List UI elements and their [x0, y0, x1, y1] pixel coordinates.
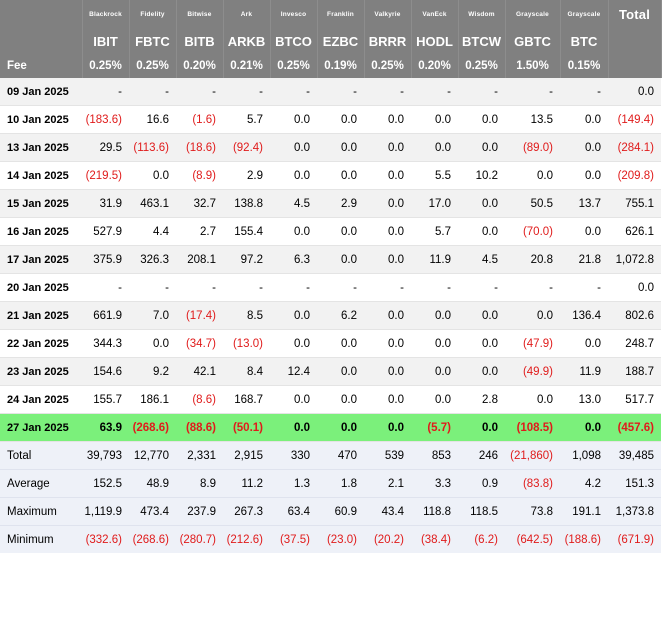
summary-label: Minimum [0, 526, 82, 554]
row-date: 10 Jan 2025 [0, 106, 82, 134]
header-brand-btcw: Wisdom [458, 0, 505, 28]
cell-ezbc: - [317, 274, 364, 302]
summary-cell-brrr: 2.1 [364, 470, 411, 498]
row-date: 23 Jan 2025 [0, 358, 82, 386]
cell-btcw: - [458, 78, 505, 106]
summary-row-total [0, 442, 661, 470]
header-brand-brrr: Valkyrie [364, 0, 411, 28]
cell-btcw: 0.0 [458, 414, 505, 442]
cell-arkb: 2.9 [223, 162, 270, 190]
table-row [0, 78, 661, 106]
cell-arkb: 8.4 [223, 358, 270, 386]
cell-btco: 0.0 [270, 386, 317, 414]
table-row [0, 414, 661, 442]
summary-cell-hodl: 118.8 [411, 498, 458, 526]
header-fee-gbtc: 1.50% [505, 54, 560, 78]
summary-cell-ezbc: 60.9 [317, 498, 364, 526]
cell-bitb: - [176, 274, 223, 302]
cell-btc: 13.7 [560, 190, 608, 218]
header-fee-label: Fee [0, 54, 82, 78]
cell-ezbc: - [317, 78, 364, 106]
cell-total: (284.1) [608, 134, 661, 162]
cell-hodl: 0.0 [411, 134, 458, 162]
cell-ibit: 527.9 [82, 218, 129, 246]
cell-bitb: - [176, 78, 223, 106]
header-brand-ezbc: Franklin [317, 0, 364, 28]
cell-ibit: 155.7 [82, 386, 129, 414]
table-row [0, 134, 661, 162]
cell-bitb: 42.1 [176, 358, 223, 386]
summary-cell-btcw: 118.5 [458, 498, 505, 526]
summary-label: Total [0, 442, 82, 470]
summary-cell-gbtc: 73.8 [505, 498, 560, 526]
cell-gbtc: 0.0 [505, 386, 560, 414]
cell-gbtc: (47.9) [505, 330, 560, 358]
row-date: 13 Jan 2025 [0, 134, 82, 162]
cell-btco: 4.5 [270, 190, 317, 218]
header-fee-fbtc: 0.25% [129, 54, 176, 78]
summary-cell-btcw: 0.9 [458, 470, 505, 498]
cell-brrr: - [364, 274, 411, 302]
summary-cell-total: 39,485 [608, 442, 661, 470]
cell-gbtc: (49.9) [505, 358, 560, 386]
cell-total: 188.7 [608, 358, 661, 386]
summary-cell-arkb: 2,915 [223, 442, 270, 470]
summary-cell-total: (671.9) [608, 526, 661, 554]
summary-cell-btc: (188.6) [560, 526, 608, 554]
cell-ibit: (219.5) [82, 162, 129, 190]
row-date: 24 Jan 2025 [0, 386, 82, 414]
cell-fbtc: 4.4 [129, 218, 176, 246]
cell-btc: 21.8 [560, 246, 608, 274]
cell-btcw: 4.5 [458, 246, 505, 274]
cell-ibit: 31.9 [82, 190, 129, 218]
cell-ibit: 661.9 [82, 302, 129, 330]
cell-brrr: 0.0 [364, 386, 411, 414]
cell-gbtc: (70.0) [505, 218, 560, 246]
cell-total: 0.0 [608, 78, 661, 106]
cell-btco: - [270, 274, 317, 302]
cell-brrr: 0.0 [364, 330, 411, 358]
cell-hodl: 11.9 [411, 246, 458, 274]
header-total-blank [608, 28, 661, 54]
summary-cell-hodl: 853 [411, 442, 458, 470]
cell-btc: 0.0 [560, 106, 608, 134]
cell-arkb: (13.0) [223, 330, 270, 358]
cell-btco: 0.0 [270, 162, 317, 190]
header-ticker-btcw: BTCW [458, 28, 505, 54]
cell-fbtc: 186.1 [129, 386, 176, 414]
summary-cell-gbtc: (21,860) [505, 442, 560, 470]
cell-ibit: 375.9 [82, 246, 129, 274]
cell-btco: 6.3 [270, 246, 317, 274]
cell-hodl: - [411, 78, 458, 106]
table-row [0, 190, 661, 218]
header-row-ticker [0, 28, 661, 54]
summary-cell-fbtc: 48.9 [129, 470, 176, 498]
header-brand-ibit: Blackrock [82, 0, 129, 28]
cell-hodl: - [411, 274, 458, 302]
cell-ezbc: 0.0 [317, 106, 364, 134]
cell-btcw: 0.0 [458, 358, 505, 386]
cell-bitb: (8.6) [176, 386, 223, 414]
cell-bitb: (88.6) [176, 414, 223, 442]
cell-total: 626.1 [608, 218, 661, 246]
cell-fbtc: - [129, 274, 176, 302]
header-fee-ezbc: 0.19% [317, 54, 364, 78]
summary-cell-ibit: 39,793 [82, 442, 129, 470]
summary-cell-btc: 4.2 [560, 470, 608, 498]
cell-ibit: 154.6 [82, 358, 129, 386]
cell-btc: - [560, 274, 608, 302]
header-row-fee [0, 54, 661, 78]
table-row [0, 302, 661, 330]
summary-cell-fbtc: 12,770 [129, 442, 176, 470]
cell-bitb: (34.7) [176, 330, 223, 358]
header-total-label: Total [608, 0, 661, 28]
header-corner-2 [0, 28, 82, 54]
summary-cell-total: 151.3 [608, 470, 661, 498]
cell-total: 0.0 [608, 274, 661, 302]
cell-btcw: 0.0 [458, 134, 505, 162]
summary-cell-bitb: 2,331 [176, 442, 223, 470]
cell-ezbc: 0.0 [317, 162, 364, 190]
cell-ezbc: 0.0 [317, 134, 364, 162]
cell-btc: 0.0 [560, 330, 608, 358]
header-fee-hodl: 0.20% [411, 54, 458, 78]
cell-hodl: 0.0 [411, 302, 458, 330]
cell-btco: 0.0 [270, 302, 317, 330]
header-fee-btcw: 0.25% [458, 54, 505, 78]
row-date: 16 Jan 2025 [0, 218, 82, 246]
cell-btcw: 0.0 [458, 330, 505, 358]
header-ticker-arkb: ARKB [223, 28, 270, 54]
summary-cell-gbtc: (83.8) [505, 470, 560, 498]
cell-ezbc: 0.0 [317, 330, 364, 358]
cell-gbtc: - [505, 78, 560, 106]
summary-cell-brrr: 539 [364, 442, 411, 470]
cell-hodl: 5.5 [411, 162, 458, 190]
summary-cell-brrr: 43.4 [364, 498, 411, 526]
cell-fbtc: 16.6 [129, 106, 176, 134]
cell-bitb: (17.4) [176, 302, 223, 330]
summary-cell-btcw: (6.2) [458, 526, 505, 554]
cell-bitb: 208.1 [176, 246, 223, 274]
header-fee-arkb: 0.21% [223, 54, 270, 78]
header-ticker-bitb: BITB [176, 28, 223, 54]
cell-ibit: - [82, 78, 129, 106]
summary-cell-hodl: (38.4) [411, 526, 458, 554]
summary-cell-hodl: 3.3 [411, 470, 458, 498]
header-corner [0, 0, 82, 28]
summary-label: Maximum [0, 498, 82, 526]
cell-btco: 0.0 [270, 414, 317, 442]
header-brand-arkb: Ark [223, 0, 270, 28]
cell-hodl: 0.0 [411, 106, 458, 134]
cell-hodl: 0.0 [411, 330, 458, 358]
summary-cell-total: 1,373.8 [608, 498, 661, 526]
summary-cell-btco: 330 [270, 442, 317, 470]
cell-gbtc: 0.0 [505, 302, 560, 330]
summary-cell-bitb: 8.9 [176, 470, 223, 498]
cell-hodl: 0.0 [411, 386, 458, 414]
summary-cell-arkb: 11.2 [223, 470, 270, 498]
cell-brrr: 0.0 [364, 106, 411, 134]
cell-btcw: 2.8 [458, 386, 505, 414]
cell-fbtc: 326.3 [129, 246, 176, 274]
cell-btco: 0.0 [270, 330, 317, 358]
cell-arkb: 155.4 [223, 218, 270, 246]
summary-cell-brrr: (20.2) [364, 526, 411, 554]
row-date: 15 Jan 2025 [0, 190, 82, 218]
cell-btc: 0.0 [560, 162, 608, 190]
row-date: 17 Jan 2025 [0, 246, 82, 274]
summary-cell-arkb: (212.6) [223, 526, 270, 554]
cell-btco: 0.0 [270, 134, 317, 162]
header-brand-bitb: Bitwise [176, 0, 223, 28]
cell-brrr: 0.0 [364, 414, 411, 442]
cell-hodl: 17.0 [411, 190, 458, 218]
summary-cell-ibit: 1,119.9 [82, 498, 129, 526]
row-date: 14 Jan 2025 [0, 162, 82, 190]
header-fee-brrr: 0.25% [364, 54, 411, 78]
cell-gbtc: 50.5 [505, 190, 560, 218]
cell-btco: 0.0 [270, 218, 317, 246]
row-date: 27 Jan 2025 [0, 414, 82, 442]
row-date: 09 Jan 2025 [0, 78, 82, 106]
cell-total: 755.1 [608, 190, 661, 218]
summary-label: Average [0, 470, 82, 498]
cell-hodl: 0.0 [411, 358, 458, 386]
table-summary [0, 442, 661, 554]
cell-btco: 0.0 [270, 106, 317, 134]
header-ticker-fbtc: FBTC [129, 28, 176, 54]
cell-bitb: (1.6) [176, 106, 223, 134]
cell-btc: - [560, 78, 608, 106]
row-date: 20 Jan 2025 [0, 274, 82, 302]
header-brand-btc: Grayscale [560, 0, 608, 28]
cell-btc: 13.0 [560, 386, 608, 414]
summary-cell-btco: 63.4 [270, 498, 317, 526]
row-date: 21 Jan 2025 [0, 302, 82, 330]
cell-ibit: 63.9 [82, 414, 129, 442]
cell-ezbc: 0.0 [317, 414, 364, 442]
cell-fbtc: 7.0 [129, 302, 176, 330]
cell-total: (149.4) [608, 106, 661, 134]
table-body [0, 78, 661, 442]
header-fee-bitb: 0.20% [176, 54, 223, 78]
header-ticker-btco: BTCO [270, 28, 317, 54]
cell-ibit: 29.5 [82, 134, 129, 162]
cell-gbtc: - [505, 274, 560, 302]
cell-brrr: 0.0 [364, 190, 411, 218]
summary-cell-ibit: (332.6) [82, 526, 129, 554]
cell-gbtc: 20.8 [505, 246, 560, 274]
cell-arkb: 97.2 [223, 246, 270, 274]
cell-brrr: 0.0 [364, 358, 411, 386]
header-ticker-hodl: HODL [411, 28, 458, 54]
summary-row-minimum [0, 526, 661, 554]
summary-cell-arkb: 267.3 [223, 498, 270, 526]
cell-arkb: 8.5 [223, 302, 270, 330]
cell-bitb: 2.7 [176, 218, 223, 246]
cell-ibit: (183.6) [82, 106, 129, 134]
cell-btc: 136.4 [560, 302, 608, 330]
cell-arkb: 5.7 [223, 106, 270, 134]
cell-fbtc: (268.6) [129, 414, 176, 442]
summary-cell-btc: 191.1 [560, 498, 608, 526]
cell-total: 1,072.8 [608, 246, 661, 274]
cell-btcw: 0.0 [458, 302, 505, 330]
summary-cell-btc: 1,098 [560, 442, 608, 470]
table-row [0, 106, 661, 134]
cell-fbtc: - [129, 78, 176, 106]
cell-total: (457.6) [608, 414, 661, 442]
cell-gbtc: (89.0) [505, 134, 560, 162]
cell-ezbc: 0.0 [317, 218, 364, 246]
cell-bitb: (8.9) [176, 162, 223, 190]
cell-btc: 0.0 [560, 134, 608, 162]
cell-ezbc: 6.2 [317, 302, 364, 330]
cell-gbtc: 0.0 [505, 162, 560, 190]
cell-bitb: 32.7 [176, 190, 223, 218]
cell-ibit: 344.3 [82, 330, 129, 358]
summary-row-average [0, 470, 661, 498]
cell-gbtc: 13.5 [505, 106, 560, 134]
header-ticker-ezbc: EZBC [317, 28, 364, 54]
table-row [0, 274, 661, 302]
cell-ezbc: 2.9 [317, 190, 364, 218]
header-ticker-brrr: BRRR [364, 28, 411, 54]
cell-ezbc: 0.0 [317, 358, 364, 386]
cell-arkb: 138.8 [223, 190, 270, 218]
cell-btcw: - [458, 274, 505, 302]
header-fee-btc: 0.15% [560, 54, 608, 78]
table-row [0, 246, 661, 274]
cell-brrr: - [364, 78, 411, 106]
summary-cell-ezbc: (23.0) [317, 526, 364, 554]
summary-cell-btco: (37.5) [270, 526, 317, 554]
cell-btc: 0.0 [560, 218, 608, 246]
cell-hodl: (5.7) [411, 414, 458, 442]
summary-cell-bitb: 237.9 [176, 498, 223, 526]
summary-row-maximum [0, 498, 661, 526]
table-row [0, 386, 661, 414]
cell-ibit: - [82, 274, 129, 302]
cell-bitb: (18.6) [176, 134, 223, 162]
cell-fbtc: (113.6) [129, 134, 176, 162]
cell-fbtc: 0.0 [129, 330, 176, 358]
summary-cell-fbtc: 473.4 [129, 498, 176, 526]
cell-total: 248.7 [608, 330, 661, 358]
cell-arkb: - [223, 78, 270, 106]
summary-cell-gbtc: (642.5) [505, 526, 560, 554]
cell-btco: 12.4 [270, 358, 317, 386]
cell-btc: 0.0 [560, 414, 608, 442]
cell-brrr: 0.0 [364, 246, 411, 274]
row-date: 22 Jan 2025 [0, 330, 82, 358]
cell-btcw: 0.0 [458, 106, 505, 134]
header-ticker-ibit: IBIT [82, 28, 129, 54]
cell-btcw: 0.0 [458, 190, 505, 218]
header-brand-fbtc: Fidelity [129, 0, 176, 28]
summary-cell-ezbc: 1.8 [317, 470, 364, 498]
cell-fbtc: 0.0 [129, 162, 176, 190]
cell-brrr: 0.0 [364, 302, 411, 330]
header-row-brand [0, 0, 661, 28]
cell-btcw: 0.0 [458, 218, 505, 246]
header-ticker-btc: BTC [560, 28, 608, 54]
cell-total: (209.8) [608, 162, 661, 190]
cell-brrr: 0.0 [364, 162, 411, 190]
cell-hodl: 5.7 [411, 218, 458, 246]
header-fee-ibit: 0.25% [82, 54, 129, 78]
cell-fbtc: 463.1 [129, 190, 176, 218]
summary-cell-btcw: 246 [458, 442, 505, 470]
cell-arkb: - [223, 274, 270, 302]
table-row [0, 330, 661, 358]
cell-arkb: (92.4) [223, 134, 270, 162]
cell-arkb: 168.7 [223, 386, 270, 414]
cell-total: 517.7 [608, 386, 661, 414]
header-brand-hodl: VanEck [411, 0, 458, 28]
table-header [0, 0, 661, 78]
table-row [0, 218, 661, 246]
cell-brrr: 0.0 [364, 218, 411, 246]
cell-btco: - [270, 78, 317, 106]
cell-btc: 11.9 [560, 358, 608, 386]
header-ticker-gbtc: GBTC [505, 28, 560, 54]
summary-cell-fbtc: (268.6) [129, 526, 176, 554]
table-row [0, 358, 661, 386]
header-fee-btco: 0.25% [270, 54, 317, 78]
cell-ezbc: 0.0 [317, 386, 364, 414]
cell-arkb: (50.1) [223, 414, 270, 442]
cell-brrr: 0.0 [364, 134, 411, 162]
cell-gbtc: (108.5) [505, 414, 560, 442]
summary-cell-ibit: 152.5 [82, 470, 129, 498]
cell-ezbc: 0.0 [317, 246, 364, 274]
cell-fbtc: 9.2 [129, 358, 176, 386]
summary-cell-btco: 1.3 [270, 470, 317, 498]
header-brand-btco: Invesco [270, 0, 317, 28]
header-brand-gbtc: Grayscale [505, 0, 560, 28]
summary-cell-ezbc: 470 [317, 442, 364, 470]
cell-btcw: 10.2 [458, 162, 505, 190]
table-row [0, 162, 661, 190]
cell-total: 802.6 [608, 302, 661, 330]
summary-cell-bitb: (280.7) [176, 526, 223, 554]
header-total-fee-blank [608, 54, 661, 78]
